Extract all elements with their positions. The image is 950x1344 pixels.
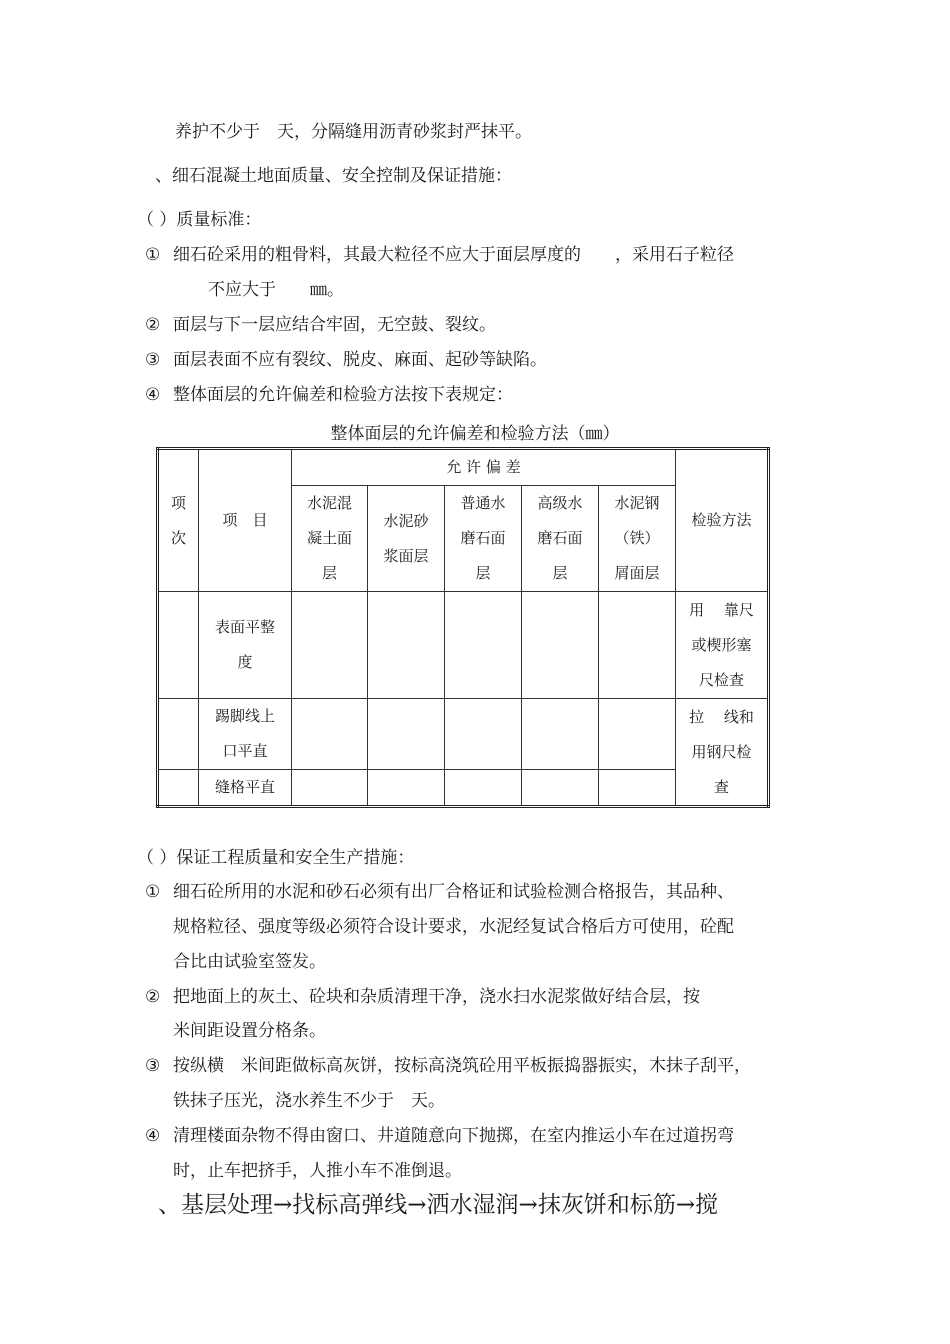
cell-method: 用 靠尺 或楔形塞 尺检查 [676, 592, 769, 699]
cell [292, 592, 368, 699]
cell [368, 699, 445, 770]
item-text: 细石砼采用的粗骨料，其最大粒径不应大于面层厚度的 ，采用石子粒径 [173, 245, 734, 265]
item-text: 按纵横 米间距做标高灰饼，按标高浇筑砼用平板振捣器振实，木抹子刮平， [173, 1056, 751, 1076]
header-col-mortar: 水泥砂 浆面层 [368, 486, 445, 592]
item-text: 面层与下一层应结合牢固，无空鼓、裂纹。 [173, 315, 496, 335]
cell-method: 拉 线和 用钢尺检 查 [676, 699, 769, 807]
list-item [145, 1126, 734, 1146]
cell [158, 592, 199, 699]
cell [158, 770, 199, 807]
list-item [145, 245, 734, 265]
process-flow-heading: 、基层处理→找标高弹线→洒水湿润→抹灰饼和标筋→搅 [158, 1192, 719, 1218]
sub-heading: （ ）质量标准： [137, 210, 262, 230]
item-text-cont: 不应大于 ㎜。 [208, 280, 344, 300]
header-seq: 项 次 [158, 449, 199, 592]
item-number: ③ [145, 1056, 161, 1076]
cell [599, 592, 676, 699]
cell-item: 踢脚线上 口平直 [199, 699, 292, 770]
item-text: 细石砼所用的水泥和砂石必须有出厂合格证和试验检测合格报告，其品种、 [173, 882, 734, 902]
header-method: 检验方法 [676, 449, 769, 592]
cell-item: 表面平整 度 [199, 592, 292, 699]
item-text: 面层表面不应有裂纹、脱皮、麻面、起砂等缺陷。 [173, 350, 547, 370]
header-col-premium-terrazzo: 高级水 磨石面 层 [522, 486, 599, 592]
item-text: 清理楼面杂物不得由窗口、井道随意向下抛掷，在室内推运小车在过道拐弯 [173, 1126, 734, 1146]
item-number: ③ [145, 350, 161, 370]
list-item [145, 315, 496, 335]
item-number: ① [145, 245, 161, 265]
item-text-cont: 合比由试验室签发。 [173, 952, 326, 972]
header-col-concrete: 水泥混 凝土面 层 [292, 486, 368, 592]
item-number: ① [145, 882, 161, 902]
table-caption: 整体面层的允许偏差和检验方法（㎜） [330, 424, 620, 444]
cell [292, 699, 368, 770]
list-item [145, 350, 547, 370]
cell [445, 770, 522, 807]
cell [368, 770, 445, 807]
item-number: ④ [145, 1126, 161, 1146]
sub-heading: （ ）保证工程质量和安全生产措施： [137, 848, 415, 868]
header-col-steel-chip: 水泥钢 （铁） 屑面层 [599, 486, 676, 592]
table-row [158, 699, 769, 770]
list-item [145, 1056, 751, 1076]
cell [522, 770, 599, 807]
list-item [145, 385, 513, 405]
header-col-terrazzo: 普通水 磨石面 层 [445, 486, 522, 592]
text-line: 养护不少于 天，分隔缝用沥青砂浆封严抹平。 [175, 122, 532, 142]
item-number: ② [145, 987, 161, 1007]
cell [368, 592, 445, 699]
section-heading: 、细石混凝土地面质量、安全控制及保证措施： [155, 166, 512, 186]
cell [445, 699, 522, 770]
item-number: ④ [145, 385, 161, 405]
cell [292, 770, 368, 807]
item-text-cont: 铁抹子压光，浇水养生不少于 天。 [173, 1091, 445, 1111]
cell [599, 770, 676, 807]
item-text: 把地面上的灰土、砼块和杂质清理干净，浇水扫水泥浆做好结合层，按 [173, 987, 700, 1007]
item-number: ② [145, 315, 161, 335]
cell [445, 592, 522, 699]
item-text-cont: 米间距设置分格条。 [173, 1021, 326, 1041]
header-allowable-deviation: 允 许 偏 差 [292, 449, 676, 486]
item-text: 整体面层的允许偏差和检验方法按下表规定： [173, 385, 513, 405]
item-text-cont: 时，止车把挤手，人推小车不准倒退。 [173, 1161, 462, 1181]
list-item [145, 987, 700, 1007]
item-text-cont: 规格粒径、强度等级必须符合设计要求，水泥经复试合格后方可使用，砼配 [173, 917, 734, 937]
list-item [145, 882, 734, 902]
table-row [158, 592, 769, 699]
cell [158, 699, 199, 770]
cell [599, 699, 676, 770]
tolerance-table [156, 447, 770, 808]
cell-item: 缝格平直 [199, 770, 292, 807]
header-item: 项 目 [199, 449, 292, 592]
cell [522, 699, 599, 770]
cell [522, 592, 599, 699]
